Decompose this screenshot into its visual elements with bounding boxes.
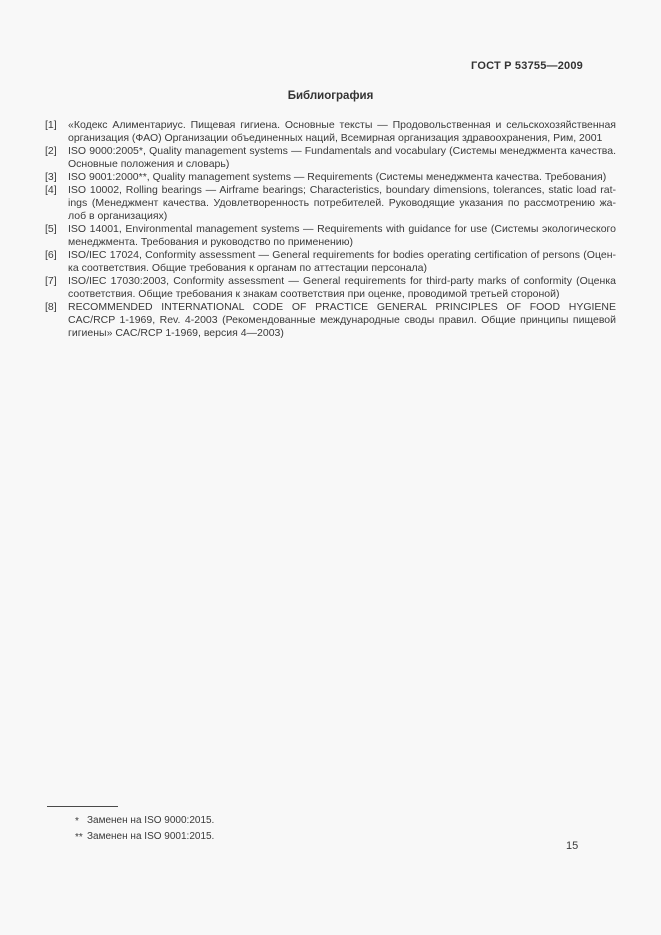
reference-number: [2] bbox=[45, 145, 57, 157]
reference-number: [5] bbox=[45, 223, 57, 235]
reference-line: лоб в организациях) bbox=[68, 210, 168, 222]
reference-text bbox=[68, 184, 616, 223]
reference-number: [7] bbox=[45, 275, 57, 287]
reference-number: [8] bbox=[45, 301, 57, 313]
bibliography-entry bbox=[45, 184, 616, 223]
reference-line: организация (ФАО) Организации объединенных наций, Всемирная организация здравоохранения, Рим, 2001 bbox=[68, 132, 603, 144]
reference-line: RECOMMENDED INTERNATIONAL CODE OF PRACTICE GENERAL PRINCIPLES OF FOOD HYGIENE bbox=[68, 301, 616, 313]
bibliography-entry bbox=[45, 145, 616, 171]
reference-line: ка соответствия. Общие требования к органам по аттестации персонала) bbox=[68, 262, 428, 274]
document-code-header: ГОСТ Р 53755—2009 bbox=[471, 60, 583, 72]
reference-text bbox=[68, 171, 616, 184]
reference-line: гигиены» CAC/RCP 1-1969, версия 4—2003) bbox=[68, 327, 284, 339]
reference-line: CAC/RCP 1-1969, Rev. 4-2003 (Рекомендованные международные своды правил. Общие принципы пищевой bbox=[68, 314, 616, 326]
reference-line: ISO 9001:2000**, Quality management systems — Requirements (Системы менеджмента качества. Требования) bbox=[68, 171, 607, 183]
reference-number: [1] bbox=[45, 119, 57, 131]
footnote-block bbox=[47, 806, 447, 845]
footnote-text: Заменен на ISO 9000:2015. bbox=[87, 815, 215, 826]
reference-line: «Кодекс Алиментариус. Пищевая гигиена. Основные тексты — Продовольственная и сельскохозяйственная bbox=[68, 119, 616, 131]
bibliography-entry bbox=[45, 249, 616, 275]
reference-number: [3] bbox=[45, 171, 57, 183]
reference-line: ISO 9000:2005*, Quality management systems — Fundamentals and vocabulary (Системы менеджмента качества. bbox=[68, 145, 616, 157]
bibliography-entry bbox=[45, 223, 616, 249]
bibliography-entry bbox=[45, 275, 616, 301]
footnote-text: Заменен на ISO 9001:2015. bbox=[87, 831, 215, 842]
reference-line: ISO 14001, Environmental management systems — Requirements with guidance for use (Системы экологического bbox=[68, 223, 616, 235]
reference-line: ISO 10002, Rolling bearings — Airframe bearings; Characteristics, boundary dimensions, tolerances, static load rat- bbox=[68, 184, 616, 196]
reference-number: [4] bbox=[45, 184, 57, 196]
reference-text bbox=[68, 301, 616, 340]
reference-line: Основные положения и словарь) bbox=[68, 158, 230, 170]
footnote bbox=[47, 813, 447, 829]
bibliography-entry bbox=[45, 119, 616, 145]
reference-text bbox=[68, 119, 616, 145]
bibliography-entry bbox=[45, 171, 616, 184]
footnote bbox=[47, 829, 447, 845]
reference-line: менеджмента. Требования и руководство по применению) bbox=[68, 236, 353, 248]
bibliography-entry bbox=[45, 301, 616, 340]
page-number: 15 bbox=[566, 840, 579, 852]
reference-text bbox=[68, 145, 616, 171]
reference-text bbox=[68, 275, 616, 301]
section-title: Библиография bbox=[287, 90, 374, 102]
reference-number: [6] bbox=[45, 249, 57, 261]
reference-line: ISO/IEC 17030:2003, Conformity assessment — General requirements for third-party marks of conformity (Оценка bbox=[68, 275, 616, 287]
reference-text bbox=[68, 223, 616, 249]
bibliography-list bbox=[45, 119, 616, 340]
reference-line: ings (Менеджмент качества. Удовлетворенность потребителей. Руководящие указания по рассмотрению жа- bbox=[68, 197, 616, 209]
footnote-marker: ** bbox=[75, 832, 83, 843]
footnote-marker: * bbox=[75, 816, 79, 827]
footnote-rule bbox=[47, 806, 118, 807]
reference-text bbox=[68, 249, 616, 275]
reference-line: ISO/IEC 17024, Conformity assessment — General requirements for bodies operating certification of persons (Оцен- bbox=[68, 249, 616, 261]
reference-line: соответствия. Общие требования к знакам соответствия при оценке, проводимой третьей стороной) bbox=[68, 288, 560, 300]
